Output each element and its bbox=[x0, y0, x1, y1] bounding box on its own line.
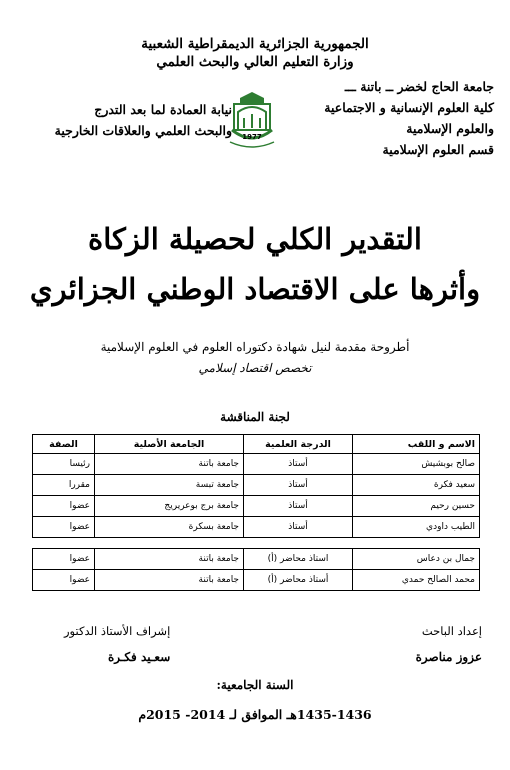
cell-degree: استاذ محاضر (أ) bbox=[244, 549, 353, 570]
cell-university: جامعة تبسة bbox=[95, 475, 244, 496]
cell-name: الطيب داودي bbox=[353, 517, 480, 538]
table-row bbox=[33, 454, 480, 475]
supervisor-name: سعـيد فكـرة bbox=[108, 650, 171, 664]
header-degree: الدرجة العلمية bbox=[244, 435, 353, 454]
academic-year-label: السنة الجامعية: bbox=[216, 678, 294, 692]
table-row bbox=[33, 570, 480, 591]
faculty-name-line1: كلية العلوم الإنسانية و الاجتماعية bbox=[324, 100, 494, 115]
header-university: الجامعة الأصلية bbox=[95, 435, 244, 454]
cell-name: صالح بوبشيش bbox=[353, 454, 480, 475]
republic-header: الجمهورية الجزائرية الديمقراطية الشعبية bbox=[141, 36, 369, 52]
cell-degree: أستاذ bbox=[244, 454, 353, 475]
university-name: جامعة الحاج لخضر ــ باتنة ـــ bbox=[344, 79, 494, 94]
cell-name: سعيد فكرة bbox=[353, 475, 480, 496]
spacer-cell bbox=[95, 538, 244, 549]
committee-title: لجنة المناقشة bbox=[220, 410, 290, 424]
cell-university: جامعة باتنة bbox=[95, 454, 244, 475]
table-header-row bbox=[33, 435, 480, 454]
deanship-line1: نيابة العمادة لما بعد التدرج bbox=[94, 102, 232, 117]
deanship-line2: والبحث العلمي والعلاقات الخارجية bbox=[54, 123, 232, 138]
deanship-block bbox=[22, 99, 232, 141]
table-spacer-row bbox=[33, 538, 480, 549]
specialization: تخصص اقتصاد إسلامي bbox=[198, 361, 312, 375]
cell-role: عضوا bbox=[33, 549, 95, 570]
cell-degree: أستاذ bbox=[244, 475, 353, 496]
university-block bbox=[284, 76, 494, 160]
faculty-name-line2: والعلوم الإسلامية bbox=[406, 121, 494, 136]
cell-degree: أستاذ bbox=[244, 496, 353, 517]
cell-name: محمد الصالح حمدي bbox=[353, 570, 480, 591]
cell-role: عضوا bbox=[33, 496, 95, 517]
university-seal-icon bbox=[224, 90, 280, 150]
cell-degree: أستاذ bbox=[244, 517, 353, 538]
seal-year: 1977 bbox=[242, 133, 262, 141]
header-role: الصفة bbox=[33, 435, 95, 454]
academic-year-value: 1435-1436هـ الموافق لـ 2014- 2015م bbox=[138, 707, 372, 722]
supervisor-label: إشراف الأستاذ الدكتور bbox=[64, 624, 171, 638]
committee-table bbox=[32, 434, 480, 591]
table-row bbox=[33, 475, 480, 496]
table-row bbox=[33, 549, 480, 570]
table-row bbox=[33, 517, 480, 538]
cell-name: جمال بن دعاس bbox=[353, 549, 480, 570]
cell-role: رئيسا bbox=[33, 454, 95, 475]
cell-name: حسين رحيم bbox=[353, 496, 480, 517]
cell-university: جامعة بسكرة bbox=[95, 517, 244, 538]
cell-role: عضوا bbox=[33, 570, 95, 591]
cell-university: جامعة باتنة bbox=[95, 570, 244, 591]
cell-university: جامعة برج بوعريريج bbox=[95, 496, 244, 517]
thesis-title-line1: التقدير الكلي لحصيلة الزكاة bbox=[88, 222, 422, 256]
spacer-cell bbox=[353, 538, 480, 549]
thesis-title-line2: وأثرها على الاقتصاد الوطني الجزائري bbox=[29, 272, 481, 306]
cell-degree: أستاذ محاضر (أ) bbox=[244, 570, 353, 591]
spacer-cell bbox=[33, 538, 95, 549]
researcher-name: عزوز مناصرة bbox=[415, 650, 482, 664]
cell-role: مقررا bbox=[33, 475, 95, 496]
prepared-by-label: إعداد الباحث bbox=[421, 624, 482, 638]
cell-role: عضوا bbox=[33, 517, 95, 538]
thesis-note: أطروحة مقدمة لنيل شهادة دكتوراه العلوم في العلوم الإسلامية bbox=[100, 340, 410, 354]
spacer-cell bbox=[244, 538, 353, 549]
ministry-header: وزارة التعليم العالي والبحث العلمي bbox=[156, 54, 354, 70]
table-row bbox=[33, 496, 480, 517]
department-name: قسم العلوم الإسلامية bbox=[382, 142, 494, 157]
header-name: الاسم و اللقب bbox=[353, 435, 480, 454]
cell-university: جامعة باتنة bbox=[95, 549, 244, 570]
